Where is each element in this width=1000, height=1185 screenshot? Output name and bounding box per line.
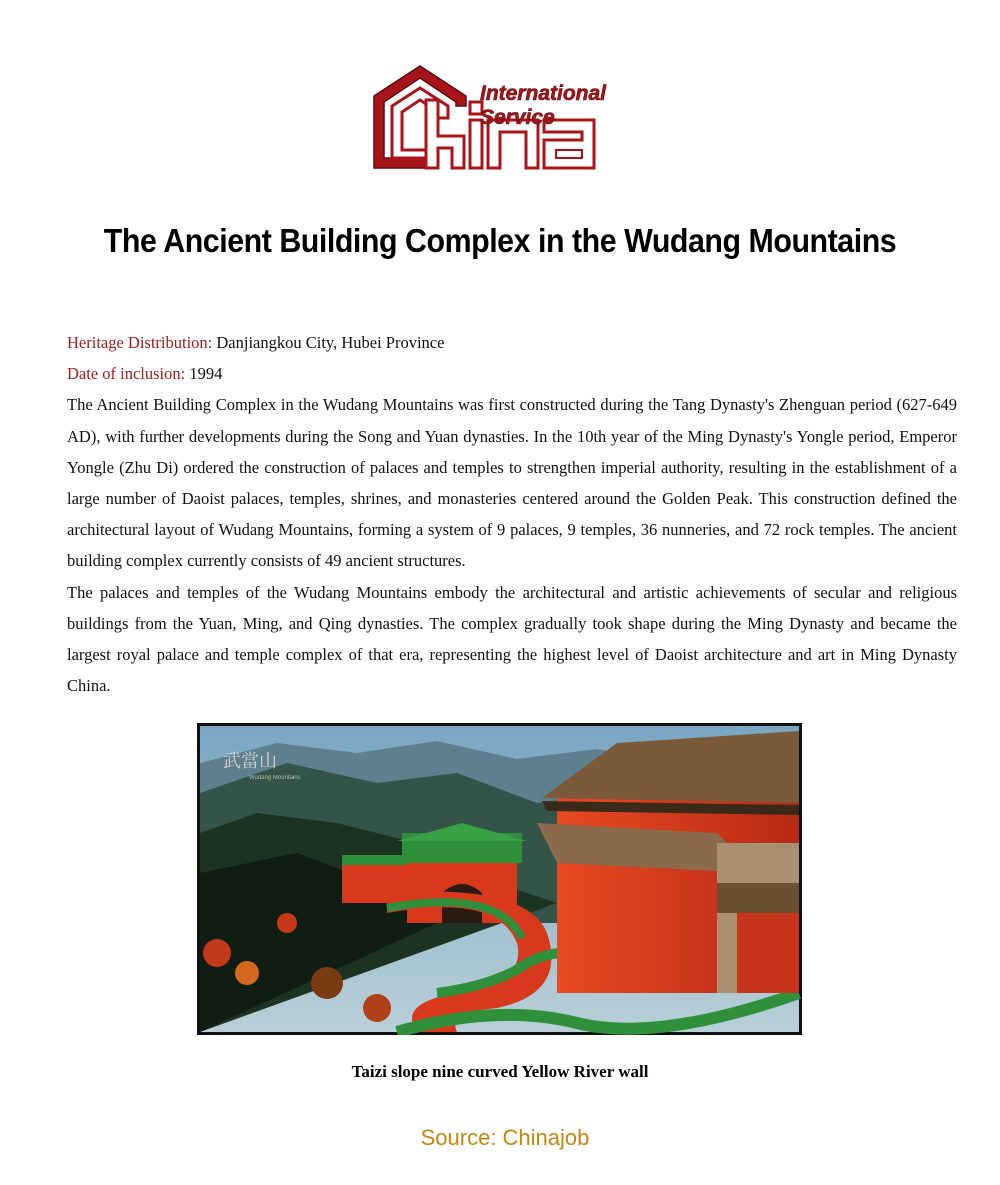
article-body [67,327,957,701]
page-title: The Ancient Building Complex in the Wudang Mountains [103,222,897,259]
china-international-service-logo [368,62,632,192]
logo-service-text: Service [480,106,555,129]
photo-caption: Taizi slope nine curved Yellow River wall [351,1062,649,1081]
heritage-distribution-value: Danjiangkou City, Hubei Province [212,333,445,352]
date-of-inclusion-label: Date of inclusion: [67,364,186,384]
source-credit: Source: Chinajob [420,1125,590,1150]
date-of-inclusion-value: 1994 [185,364,223,384]
wudang-temple-photo [197,723,802,1035]
photo-watermark-sub: Wudang Mountains [249,775,301,781]
paragraph-history: The Ancient Building Complex in the Wudang Mountains was first constructed during the Tang Dynasty's Zhenguan period (627-649 AD), with further developments during the Song and Yuan dynasties. In the 10th year of the Ming Dynasty's Yongle period, Emperor Yongle (Zhu Di) ordered the construction of palaces and temples to strengthen imperial authority, resulting in the establishment of a large number of Daoist palaces, temples, shrines, and monasteries centered around the Golden Peak. This construction defined the architectural layout of Wudang Mountains, forming a system of 9 palaces, 9 temples, 36 nunneries, and 72 rock temples. The ancient building complex currently consists of 49 ancient structures. [67,395,957,571]
paragraph-significance: The palaces and temples of the Wudang Mountains embody the architectural and artistic achievements of secular and religious buildings from the Yuan, Ming, and Qing dynasties. The complex gradually took shape during the Ming Dynasty and became the largest royal palace and temple complex of that era, representing the highest level of Daoist architecture and art in Ming Dynasty China. [67,582,957,696]
heritage-distribution-line [67,327,957,358]
date-of-inclusion-line [67,358,957,389]
photo-watermark: 武當山 [223,751,277,772]
heritage-distribution-label: Heritage Distribution: [67,333,213,352]
logo-international-text: International [480,82,607,105]
